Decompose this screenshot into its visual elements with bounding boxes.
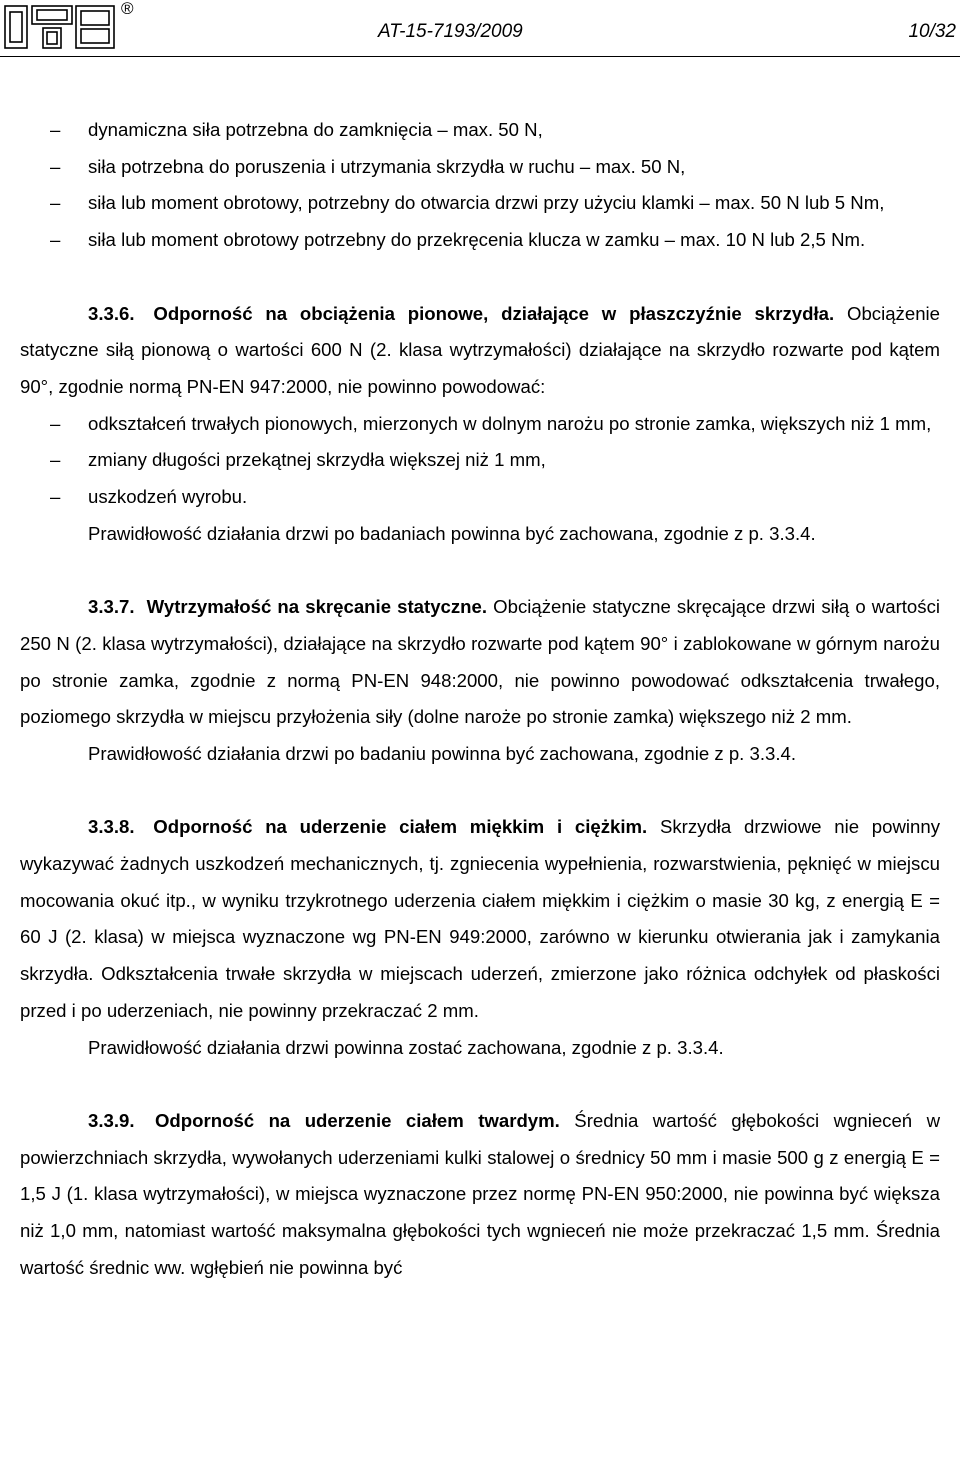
section-note: Prawidłowość działania drzwi po badaniu powinna być zachowana, zgodnie z p. 3.3.4. xyxy=(88,742,797,764)
registered-mark: ® xyxy=(121,0,134,18)
section-title: Odporność na uderzenie ciałem twardym. xyxy=(154,1109,560,1131)
page-header xyxy=(0,0,960,62)
header-divider xyxy=(0,56,960,57)
section-title: Wytrzymałość na skręcanie statyczne. xyxy=(146,596,488,618)
document-body xyxy=(20,112,940,1286)
section-note: Prawidłowość działania drzwi powinna zostać zachowana, zgodnie z p. 3.3.4. xyxy=(88,1036,724,1058)
section-3-3-7 xyxy=(20,589,940,736)
requirements-list xyxy=(20,112,940,259)
section-3-3-6 xyxy=(20,296,940,406)
list-item: – dynamiczna siła potrzebna do zamknięcia – max. 50 N, xyxy=(50,119,543,140)
section-text: Skrzydła drzwiowe nie powinny wykazywać żadnych uszkodzeń mechanicznych, tj. zgniecenia wypełnienia, rozwarstwienia, pęknięć w miejscu mocowania okuć itp., w wyniku trzykrotnego uderzenia ciałem miękkim i ciężkim o masie 30 kg, z energią E = 60 J (2. klasa) w miejsca wyznaczone wg PN-EN 949:2000, zarówno w kierunku otwierania jak i zamykania skrzydła. Odkształcenia trwałe skrzydła w miejscach uderzeń, zmierzone jako różnica odchyłek od płaskości przed i po uderzeniach, nie powinny przekraczać 2 mm. xyxy=(20,816,941,1021)
section-number: 3.3.8. xyxy=(88,816,135,838)
list-item: – siła lub moment obrotowy, potrzebny do otwarcia drzwi przy użyciu klamki – max. 50 N lub 5 Nm, xyxy=(50,192,885,214)
section-title: Odporność na obciążenia pionowe, działające w płaszczyźnie skrzydła. xyxy=(153,302,835,324)
section-3-3-8 xyxy=(20,809,940,1029)
itb-logo-icon xyxy=(4,4,116,50)
section-number: 3.3.7. xyxy=(88,596,135,618)
page-number: 10/32 xyxy=(908,21,956,42)
list-item: – odkształceń trwałych pionowych, mierzonych w dolnym narożu po stronie zamka, większych niż 1 mm, xyxy=(50,412,932,434)
section-text: Obciążenie statyczne skręcające drzwi siłą o wartości 250 N (2. klasa wytrzymałości), działające na skrzydło rozwarte pod kątem 90° i zablokowane w górnym narożu po stronie zamka, zgodnie z normą PN-EN 948:2000, nie powinno powodować odkształcenia trwałego, poziomego skrzydła w miejscu przyłożenia siły (dolne naroże po stronie zamka) większego niż 2 mm. xyxy=(20,596,940,728)
section-text: Średnia wartość głębokości wgnieceń w powierzchniach skrzydła, wywołanych uderzeniami kulki stalowej o średnicy 50 mm i masie 500 g z energią E = 1,5 J (1. klasa wytrzymałości), w miejsca wyznaczone przez normę PN-EN 950:2000, nie powinna być większa niż 1,0 mm, natomiast wartość maksymalna głębokości tych wgnieceń nie może przekraczać 1,5 mm. Średnia wartość średnic ww. wgłębień nie powinna być xyxy=(20,1109,940,1278)
list-item: – uszkodzeń wyrobu. xyxy=(50,486,248,508)
deformation-list xyxy=(20,406,940,516)
document-number: AT-15-7193/2009 xyxy=(378,21,523,42)
section-number: 3.3.9. xyxy=(88,1109,135,1131)
list-item: – siła potrzebna do poruszenia i utrzymania skrzydła w ruchu – max. 50 N, xyxy=(50,155,686,177)
list-item: – siła lub moment obrotowy potrzebny do przekręcenia klucza w zamku – max. 10 N lub 2,5 Nm. xyxy=(50,229,866,251)
section-number: 3.3.6. xyxy=(88,302,135,324)
section-title: Odporność na uderzenie ciałem miękkim i ciężkim. xyxy=(153,816,648,838)
section-note: Prawidłowość działania drzwi po badaniach powinna być zachowana, zgodnie z p. 3.3.4. xyxy=(88,522,816,544)
section-3-3-9 xyxy=(20,1103,940,1287)
section-text: Obciążenie statyczne siłą pionową o wartości 600 N (2. klasa wytrzymałości) działające na skrzydło rozwarte pod kątem 90°, zgodnie normą PN-EN 947:2000, nie powinno powodować: xyxy=(20,302,941,397)
list-item: – zmiany długości przekątnej skrzydła większej niż 1 mm, xyxy=(50,449,546,471)
